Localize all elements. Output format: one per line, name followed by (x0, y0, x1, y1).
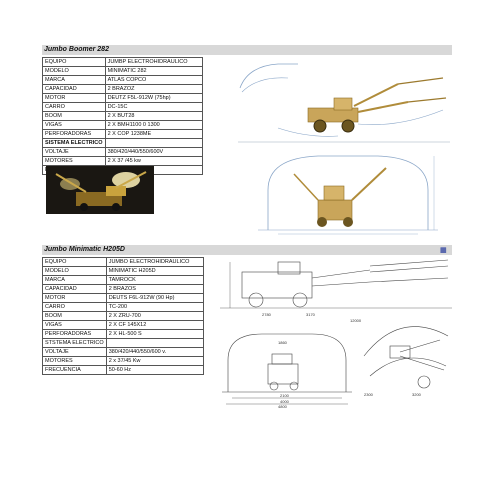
spec-table-minimatic (42, 257, 204, 375)
table-row: MARCA TAMROCK (43, 276, 204, 285)
table-row: MODELO MINIMATIC 282 (43, 67, 203, 76)
table-row: CAPACIDAD 2 BRAZOS (43, 285, 204, 294)
table-row: CARRO TC-200 (43, 303, 204, 312)
table-row: MOTOR DEUTS F6L-912W (90 Hp) (43, 294, 204, 303)
table-row: STSTEMA ELECTRICO (43, 339, 204, 348)
table-row: VIGAS 2 X CF 145X12 (43, 321, 204, 330)
table-row: MOTOR DEUTZ F5L-912W (75hp) (43, 94, 203, 103)
table-row: EQUIPO JUMBP ELECTROHIDRAULICO (43, 58, 203, 67)
table-row: SISTEMA ELECTRICO (43, 139, 203, 148)
table-row: VOLTAJE 380/420/440/550/600V (43, 148, 203, 157)
dim-label: 12000 (350, 318, 362, 323)
table-row: EQUIPO JUMBO ELECTROHIDRAULICO (43, 258, 204, 267)
dim-label: 3170 (306, 312, 315, 317)
minimatic-boom-drawing (360, 316, 452, 400)
table-row: VOLTAJE 380/420/440/550/600 v. (43, 348, 204, 357)
table-row: BOOM 2 X BUT28 (43, 112, 203, 121)
dim-label: 4800 (278, 404, 287, 408)
minimatic-front-drawing (222, 330, 352, 408)
section-title-minimatic: Jumbo Minimatic H205D (42, 245, 452, 255)
spec-table-boomer (42, 57, 203, 175)
dim-label: 2780 (262, 312, 271, 317)
dim-label: 2300 (364, 392, 373, 397)
minimatic-side-drawing (220, 256, 452, 324)
table-row: MOTORES 2 x 37/45 Kw (43, 357, 204, 366)
table-row: VIGAS 2 X BMH1100 0 1300 (43, 121, 203, 130)
table-row: FRECUENCIA 50-60 Hz (43, 366, 204, 375)
dim-label: 1860 (278, 340, 287, 345)
table-row: PERFORADORAS 2 X HL-500 S (43, 330, 204, 339)
boomer-front-drawing (258, 150, 438, 236)
table-row: CAPACIDAD 2 BRAZOZ (43, 85, 203, 94)
table-row: MARCA ATLAS COPCO (43, 76, 203, 85)
boomer-photo (46, 166, 154, 214)
boomer-side-drawing (238, 58, 450, 148)
section-title-boomer: Jumbo Boomer 282 (42, 45, 452, 55)
table-row: MODELO MINIMATIC H205D (43, 267, 204, 276)
table-row: PERFORADORAS 2 X COP 1238ME (43, 130, 203, 139)
table-row: MOTORES 2 X 37 /45 kw (43, 157, 203, 166)
dim-label: 4000 (280, 399, 289, 404)
table-row: CARRO DC-15C (43, 103, 203, 112)
dim-label: 2100 (280, 393, 289, 398)
table-row: BOOM 2 X ZRU-700 (43, 312, 204, 321)
image-icon: ▦ (440, 247, 447, 254)
dim-label: 3200 (412, 392, 421, 397)
